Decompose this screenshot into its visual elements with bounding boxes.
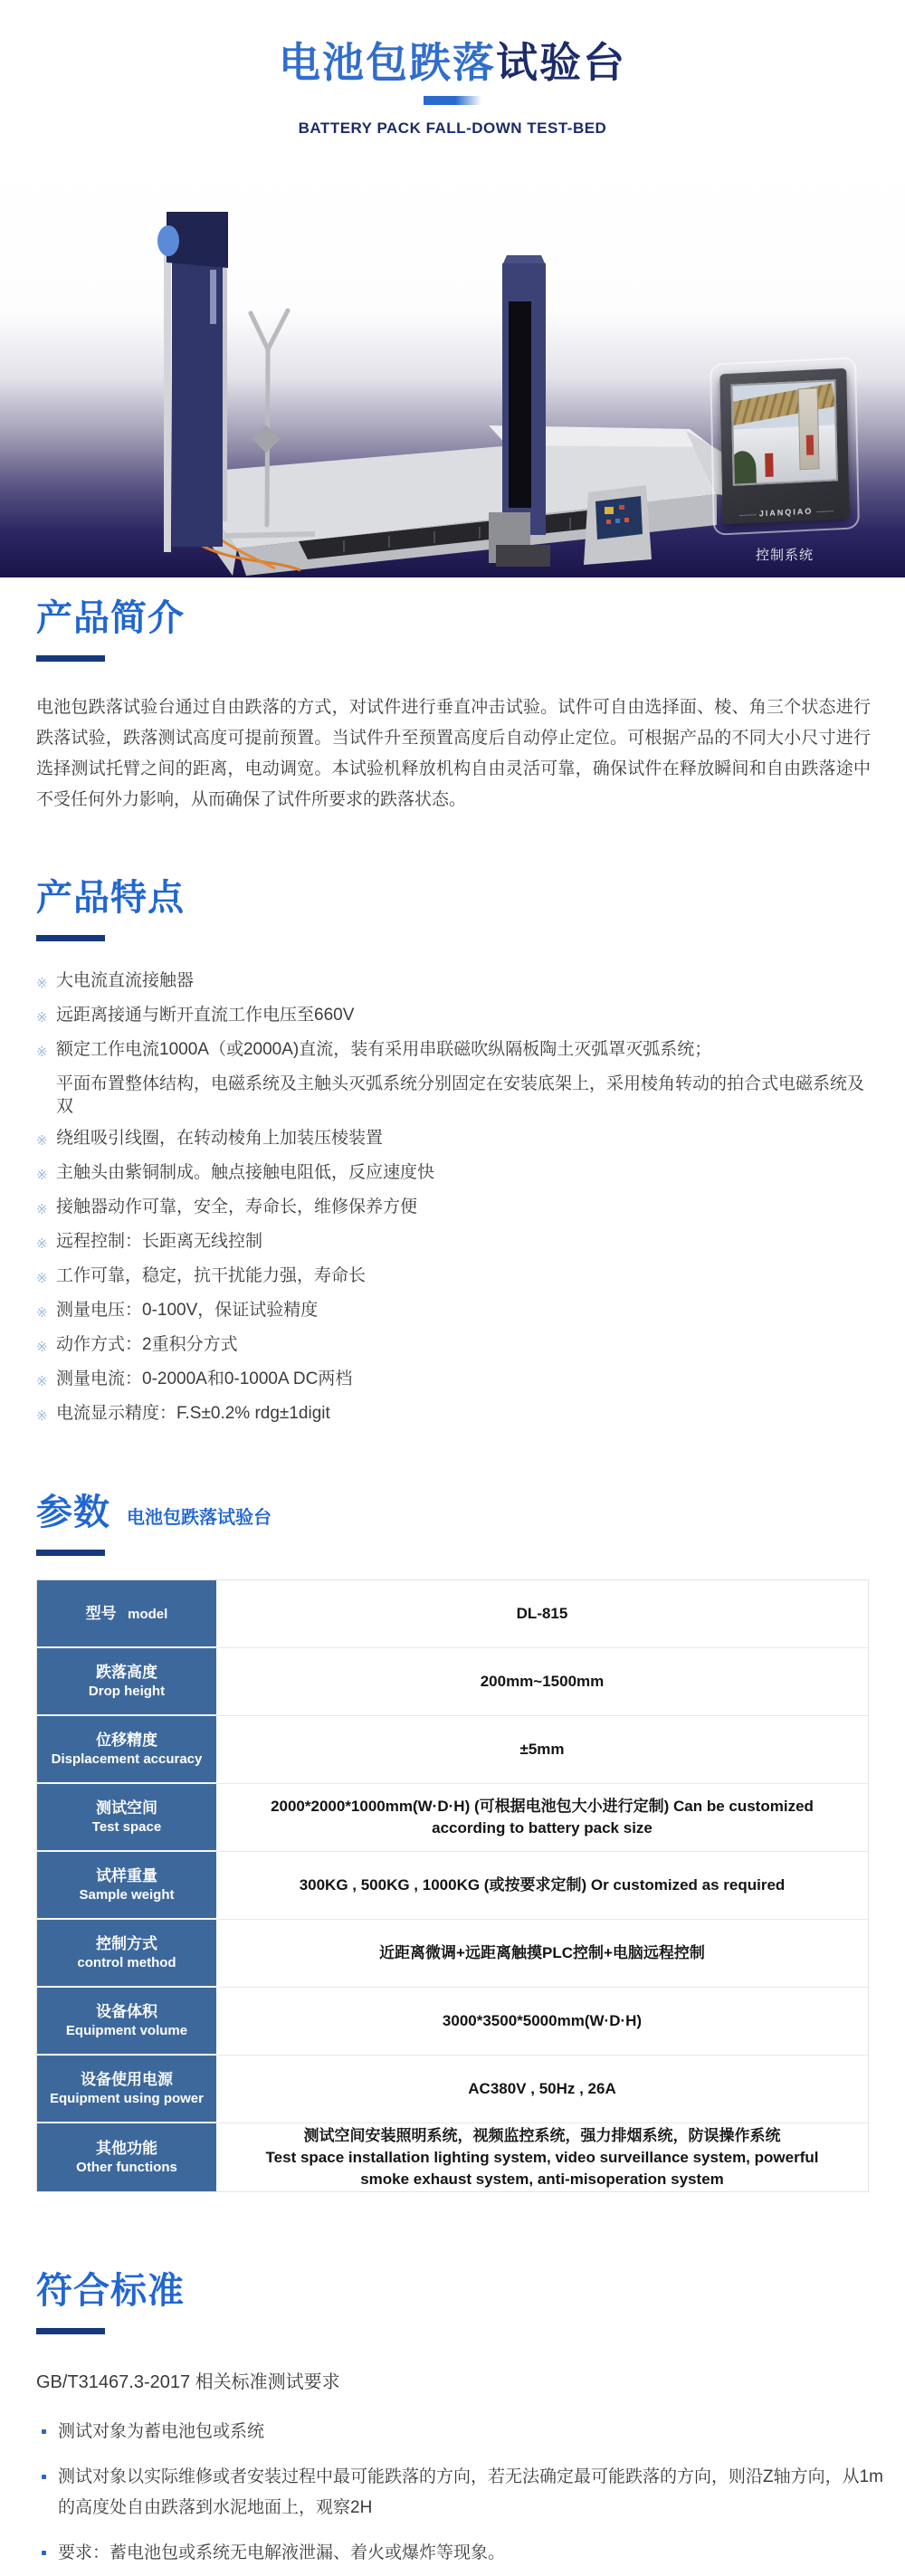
specs-header xyxy=(36,1492,869,1533)
feature-item xyxy=(36,1122,869,1157)
spec-label-cell xyxy=(37,1784,216,1852)
asterisk-bullet-icon: ※ xyxy=(36,1271,48,1286)
section-specs xyxy=(0,1492,905,2192)
feature-text: 远程控制：长距离无线控制 xyxy=(56,1232,263,1251)
spec-label-en: Other functions xyxy=(76,2159,177,2175)
spec-label-cell xyxy=(37,1716,216,1784)
feature-item xyxy=(36,999,869,1034)
spec-label-zh: 控制方式 xyxy=(96,1934,157,1952)
page-header xyxy=(0,0,905,138)
title-accent-bar xyxy=(424,96,481,105)
feature-text: 主触头由紫铜制成。触点接触电阻低，反应速度快 xyxy=(56,1163,435,1182)
spec-value-cell: 2000*2000*1000mm(W·D·H) (可根据电池包大小进行定制) Can be customized according to battery pack size xyxy=(216,1784,868,1852)
spec-label-cell xyxy=(37,1852,216,1920)
standard-text: 测试对象为蓄电池包或系统 xyxy=(58,2422,265,2441)
asterisk-bullet-icon: ※ xyxy=(36,1168,48,1183)
spec-label-zh: 试样重量 xyxy=(96,1866,157,1884)
spec-label-zh: 设备体积 xyxy=(96,2002,157,2020)
feature-text: 测量电压：0-100V，保证试验精度 xyxy=(56,1301,319,1320)
asterisk-bullet-icon: ※ xyxy=(36,1305,48,1321)
asterisk-bullet-icon: ※ xyxy=(36,1374,48,1389)
asterisk-bullet-icon: ※ xyxy=(36,976,48,991)
spec-label-cell xyxy=(37,1648,216,1716)
standards-intro-line: GB/T31467.3-2017 相关标准测试要求 xyxy=(36,2372,340,2392)
asterisk-bullet-icon: ※ xyxy=(36,1202,48,1217)
spec-value-cell: 3000*3500*5000mm(W·D·H) xyxy=(216,1988,868,2056)
panel-brand-label: ——— JIANQIAO ——— xyxy=(722,505,849,520)
standards-heading: 符合标准 xyxy=(36,2271,185,2311)
feature-item xyxy=(36,1191,869,1226)
features-heading: 产品特点 xyxy=(36,878,185,918)
page-subtitle: BATTERY PACK FALL-DOWN TEST-BED xyxy=(298,119,607,137)
spec-label-zh: 位移精度 xyxy=(96,1731,157,1749)
spec-label-en: Equipment volume xyxy=(65,2022,188,2038)
standard-text: 测试对象以实际维修或者安装过程中最可能跌落的方向，若无法确定最可能跌落的方向，则沿Z轴方向，从1m的高度处自由跌落到水泥地面上，观察2H xyxy=(58,2467,884,2517)
spec-value-cell: 200mm~1500mm xyxy=(216,1648,868,1716)
screen-awning-shape xyxy=(731,383,836,426)
asterisk-bullet-icon: ※ xyxy=(36,1045,48,1060)
spec-label-en: Displacement accuracy xyxy=(51,1751,203,1767)
spec-label-zh: 设备使用电源 xyxy=(81,2070,173,2088)
hmi-touch-panel xyxy=(719,368,849,525)
feature-text: 绕组吸引线圈，在转动棱角上加装压棱装置 xyxy=(56,1129,384,1148)
specs-heading-underline xyxy=(36,1550,105,1556)
feature-text: 大电流直流接触器 xyxy=(56,971,195,990)
feature-text: 远距离接通与断开直流工作电压至660V xyxy=(56,1006,355,1025)
section-product-features xyxy=(0,877,905,1432)
control-panel-outline xyxy=(710,357,860,536)
specs-heading: 参数 xyxy=(36,1493,110,1532)
section-product-intro xyxy=(0,597,905,816)
spec-value-cell: 测试空间安装照明系统，视频监控系统，强力排烟系统，防误操作系统 Test space installation lighting system, video surveillance system, powerful smoke exhaust system, anti-misoperation system xyxy=(216,2123,868,2191)
control-panel-caption: 控制系统 xyxy=(755,548,814,563)
asterisk-bullet-icon: ※ xyxy=(36,1133,48,1149)
spec-table-row xyxy=(37,1716,868,1784)
spec-label-cell xyxy=(37,2123,216,2191)
dot-bullet-icon xyxy=(42,2429,46,2434)
spec-value-cell: DL-815 xyxy=(216,1580,868,1648)
feature-text: 额定工作电流1000A（或2000A)直流，装有采用串联磁吹纵隔板陶土灭弧罩灭弧系统； xyxy=(56,1040,712,1059)
spec-label-en: Drop height xyxy=(88,1683,166,1699)
spec-label-cell xyxy=(37,1580,216,1648)
asterisk-bullet-icon: ※ xyxy=(36,1236,48,1252)
intro-paragraph: 电池包跌落试验台通过自由跌落的方式，对试件进行垂直冲击试验。试件可自由选择面、棱、角三个状态进行跌落试验，跌落测试高度可提前预置。当试件升至预置高度后自动停止定位。可根据产品的不同大小尺寸进行选择测试托臂之间的距离，电动调宽。本试验机释放机构自由灵活可靠，确保试件在释放瞬间和自由跌落途中不受任何外力影响，从而确保了试件所要求的跌落状态。 xyxy=(36,698,871,809)
specs-table-body xyxy=(37,1580,868,2191)
page-title-rest: 试验台 xyxy=(496,39,626,86)
feature-text: 接触器动作可靠，安全，寿命长，维修保养方便 xyxy=(56,1197,418,1216)
feature-item xyxy=(36,1157,869,1191)
feature-text: 测量电流：0-2000A和0-1000A DC两档 xyxy=(56,1369,353,1388)
spec-label-en: Test space xyxy=(91,1818,162,1835)
spec-table-row xyxy=(37,1988,868,2056)
page-title-highlight: 电池包跌落 xyxy=(279,39,496,86)
screen-red-detail xyxy=(806,434,814,454)
asterisk-bullet-icon: ※ xyxy=(36,1010,48,1026)
intro-heading: 产品简介 xyxy=(36,598,185,638)
spec-label-zh: 型号 xyxy=(85,1604,117,1622)
feature-item xyxy=(36,1260,869,1294)
control-panel-screen-image xyxy=(731,379,838,485)
spec-table-row xyxy=(37,1580,868,1648)
specs-subheading: 电池包跌落试验台 xyxy=(127,1508,272,1528)
feature-item xyxy=(36,1068,869,1122)
spec-label-cell xyxy=(37,1920,216,1988)
spec-label-zh: 跌落高度 xyxy=(96,1663,157,1681)
feature-text: 电流显示精度：F.S±0.2% rdg±1digit xyxy=(56,1404,330,1423)
screen-red-detail xyxy=(765,453,774,477)
standard-item xyxy=(36,2409,891,2455)
spec-label-zh: 其他功能 xyxy=(96,2139,157,2157)
spec-label-en: Equipment using power xyxy=(49,2090,204,2106)
spec-label-en: model xyxy=(128,1606,168,1622)
feature-item xyxy=(36,1398,869,1432)
spec-table-row xyxy=(37,1648,868,1716)
asterisk-bullet-icon: ※ xyxy=(36,1340,48,1355)
feature-text: 工作可靠，稳定，抗干扰能力强，寿命长 xyxy=(56,1266,367,1285)
spec-table-row xyxy=(37,1852,868,1920)
intro-heading-underline xyxy=(36,655,105,662)
feature-item xyxy=(36,1363,869,1398)
features-list xyxy=(36,965,869,1432)
feature-item xyxy=(36,1226,869,1260)
spec-table-row xyxy=(37,2056,868,2123)
dot-bullet-icon xyxy=(42,2475,46,2479)
spec-label-en: control method xyxy=(77,1954,176,1970)
feature-text: 平面布置整体结构，电磁系统及主触头灭弧系统分别固定在安装底架上，采用棱角转动的拍合式电磁系统及双 xyxy=(56,1074,865,1116)
product-hero-image xyxy=(0,161,905,577)
standard-item xyxy=(36,2455,891,2531)
feature-item xyxy=(36,965,869,999)
feature-text: 动作方式：2重积分方式 xyxy=(56,1335,238,1354)
dot-bullet-icon xyxy=(42,2551,46,2555)
standard-text: 要求：蓄电池包或系统无电解液泄漏、着火或爆炸等现象。 xyxy=(58,2543,506,2562)
section-standards xyxy=(0,2270,905,2576)
feature-item xyxy=(36,1294,869,1329)
feature-item xyxy=(36,1034,869,1068)
screen-tower-shape xyxy=(798,387,820,470)
standard-item xyxy=(36,2531,891,2576)
control-system-panel xyxy=(711,360,858,564)
spec-value-cell: AC380V , 50Hz , 26A xyxy=(216,2056,868,2123)
spec-table-row xyxy=(37,2123,868,2191)
spec-label-zh: 测试空间 xyxy=(96,1798,157,1817)
standards-list xyxy=(36,2409,884,2576)
page-title xyxy=(0,38,905,87)
feature-item xyxy=(36,1329,869,1363)
spec-value-cell: 近距离微调+远距离触摸PLC控制+电脑远程控制 xyxy=(216,1920,868,1988)
asterisk-bullet-icon: ※ xyxy=(36,1408,48,1424)
specs-table xyxy=(36,1579,869,2192)
spec-table-row xyxy=(37,1920,868,1988)
spec-value-cell: 300KG , 500KG , 1000KG (或按要求定制) Or customized as required xyxy=(216,1852,868,1920)
spec-table-row xyxy=(37,1784,868,1852)
spec-label-cell xyxy=(37,2056,216,2123)
features-heading-underline xyxy=(36,935,105,941)
spec-label-cell xyxy=(37,1988,216,2056)
standards-heading-underline xyxy=(36,2328,105,2334)
spec-label-en: Sample weight xyxy=(79,1886,175,1903)
spec-value-cell: ±5mm xyxy=(216,1716,868,1784)
